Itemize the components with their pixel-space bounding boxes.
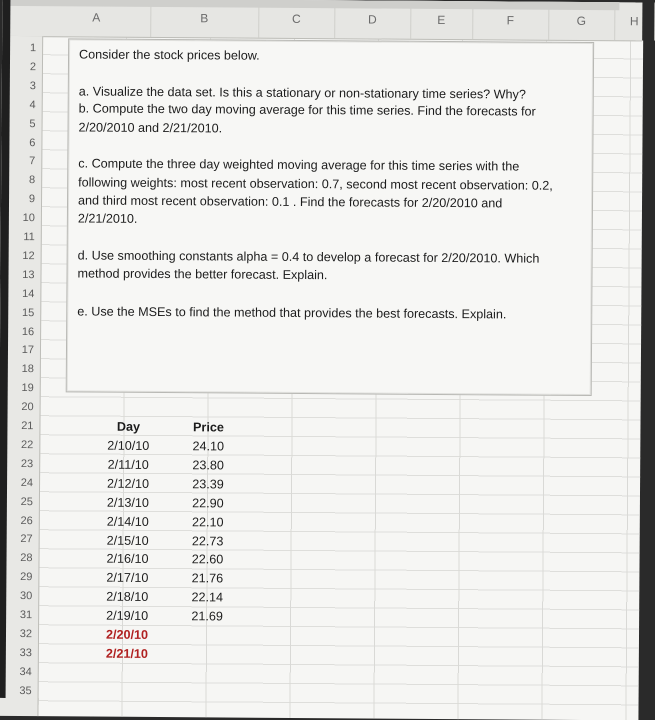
row-header-8[interactable]: 8 — [29, 174, 36, 187]
price-header-cell[interactable]: Price — [193, 420, 224, 435]
day-cell[interactable]: 2/11/10 — [107, 457, 149, 472]
day-cell[interactable]: 2/17/10 — [106, 570, 149, 586]
row-header-18[interactable]: 18 — [21, 363, 34, 376]
row-header-2[interactable]: 2 — [29, 60, 37, 74]
question-e: e. Use the MSEs to find the method that provides the best forecasts. Explain. — [77, 304, 507, 322]
row-header-12[interactable]: 12 — [22, 249, 35, 263]
day-cell[interactable]: 2/18/10 — [106, 589, 149, 605]
row-header-15[interactable]: 15 — [21, 306, 35, 319]
row-header-16[interactable]: 16 — [21, 325, 35, 338]
row-header-19[interactable]: 19 — [21, 382, 34, 395]
question-c-line3: and third most recent observation: 0.1 . Find the forecasts for 2/20/2010 and — [77, 193, 503, 211]
row-header-9[interactable]: 9 — [28, 193, 36, 206]
row-header-11[interactable]: 11 — [23, 231, 35, 244]
day-cell[interactable]: 2/10/10 — [107, 438, 150, 453]
row-header-30[interactable]: 30 — [19, 590, 33, 603]
price-cell[interactable]: 24.10 — [192, 439, 225, 454]
row-header-27[interactable]: 27 — [20, 533, 33, 546]
row-header-17[interactable]: 17 — [21, 344, 35, 357]
price-cell[interactable]: 21.69 — [191, 609, 223, 624]
row-header-3[interactable]: 3 — [29, 79, 36, 92]
row-header-1[interactable]: 1 — [29, 42, 37, 55]
column-header-f[interactable]: F — [472, 1, 549, 40]
day-header-cell[interactable]: Day — [116, 419, 141, 434]
row-header-29[interactable]: 29 — [20, 571, 33, 584]
question-c-line2: following weights: most recent observation: 0.7, second most recent observation: 0.2, — [78, 175, 553, 193]
row-header-20[interactable]: 20 — [21, 401, 34, 414]
row-header-22[interactable]: 22 — [21, 438, 34, 452]
question-a: a. Visualize the data set. Is this a stationary or non-stationary time series? Why? — [78, 84, 526, 102]
column-header-g[interactable]: G — [548, 2, 615, 40]
row-header-28[interactable]: 28 — [20, 552, 33, 565]
column-header-d[interactable]: D — [334, 0, 411, 39]
day-cell[interactable]: 2/19/10 — [106, 608, 149, 624]
row-header-35[interactable]: 35 — [19, 684, 32, 697]
row-header-31[interactable]: 31 — [19, 609, 33, 622]
price-cell[interactable]: 23.39 — [192, 477, 224, 492]
day-cell[interactable]: 2/15/10 — [106, 533, 149, 548]
column-header-b[interactable]: B — [150, 0, 259, 38]
price-cell[interactable]: 22.60 — [191, 552, 224, 567]
question-c-line1: c. Compute the three day weighted moving average for this time series with the — [78, 156, 520, 174]
price-cell[interactable]: 22.90 — [192, 495, 224, 511]
day-cell[interactable]: 2/14/10 — [106, 514, 149, 529]
price-cell[interactable]: 22.14 — [191, 590, 224, 605]
column-header-a[interactable]: A — [42, 0, 151, 37]
row-header-25[interactable]: 25 — [20, 495, 33, 508]
question-d-line2: method provides the better forecast. Explain. — [77, 266, 328, 283]
row-header-24[interactable]: 24 — [20, 476, 34, 489]
question-c-line4: 2/21/2010. — [77, 211, 138, 226]
question-b-line2: 2/20/2010 and 2/21/2010. — [78, 120, 223, 136]
intro-text: Consider the stock prices below. — [79, 47, 260, 63]
column-header-c[interactable]: C — [258, 0, 335, 38]
row-header-32[interactable]: 32 — [19, 627, 33, 641]
forecast-day-cell[interactable]: 2/21/10 — [105, 646, 148, 661]
day-cell[interactable]: 2/12/10 — [106, 476, 150, 491]
day-cell[interactable]: 2/16/10 — [106, 552, 149, 567]
question-d-line1: d. Use smoothing constants alpha = 0.4 to develop a forecast for 2/20/2010. Which — [77, 248, 540, 266]
column-header-e[interactable]: E — [410, 1, 473, 39]
row-header-10[interactable]: 10 — [22, 212, 35, 225]
row-header-23[interactable]: 23 — [20, 457, 34, 470]
row-header-5[interactable]: 5 — [29, 117, 36, 130]
question-textbox[interactable] — [66, 38, 594, 396]
price-cell[interactable]: 22.10 — [191, 514, 224, 530]
question-b-line1: b. Compute the two day moving average for this time series. Find the forecasts for — [78, 101, 536, 119]
row-header-14[interactable]: 14 — [22, 287, 35, 300]
row-header-7[interactable]: 7 — [29, 155, 36, 168]
column-header-h[interactable]: H — [614, 2, 655, 40]
forecast-day-cell[interactable]: 2/20/10 — [105, 627, 149, 642]
row-header-26[interactable]: 26 — [20, 514, 33, 527]
price-cell[interactable]: 21.76 — [191, 571, 224, 586]
day-cell[interactable]: 2/13/10 — [106, 495, 149, 510]
row-header-21[interactable]: 21 — [21, 420, 34, 433]
price-cell[interactable]: 23.80 — [192, 458, 224, 473]
row-header-4[interactable]: 4 — [29, 98, 36, 111]
row-header-6[interactable]: 6 — [29, 136, 36, 149]
price-cell[interactable]: 22.73 — [191, 533, 224, 548]
row-header-34[interactable]: 34 — [19, 665, 32, 678]
row-header-33[interactable]: 33 — [19, 646, 32, 659]
row-header-13[interactable]: 13 — [22, 268, 35, 281]
